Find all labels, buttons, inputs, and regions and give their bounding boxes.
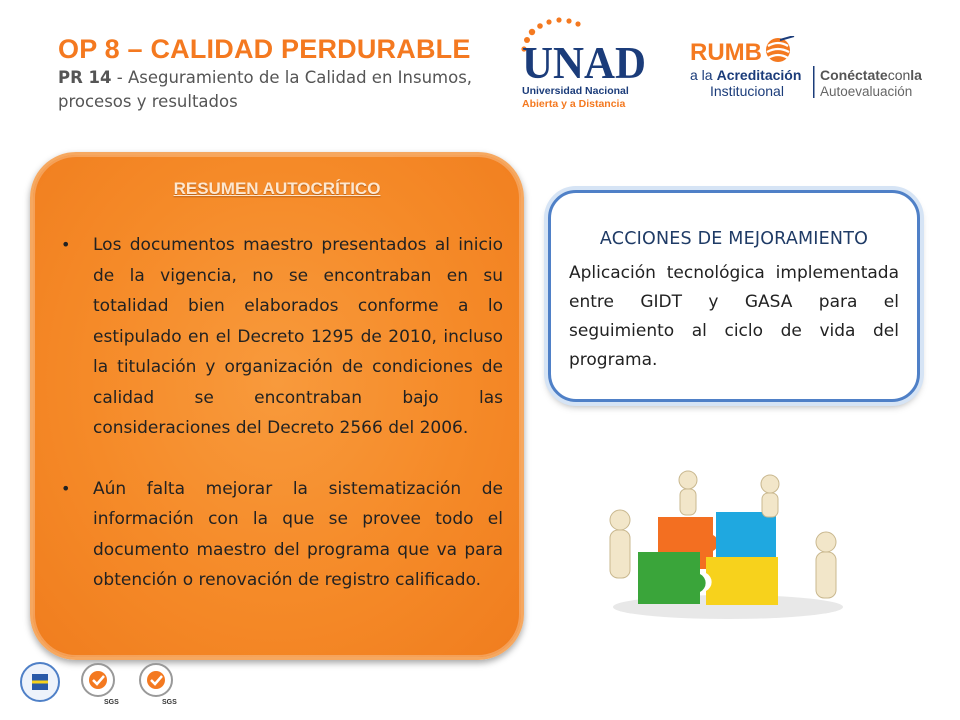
sgs-label: SGS [162, 699, 177, 706]
actions-body: Aplicación tecnológica implementada entre GIDT y GASA para el seguimiento al ciclo de vida del programa. [569, 263, 899, 370]
subtitle-code: PR 14 [58, 68, 112, 87]
rumbo-divider [813, 66, 815, 98]
slide-title: OP 8 – CALIDAD PERDURABLE [58, 34, 471, 64]
rumbo-right1: Conéctateconla [820, 67, 922, 83]
sgs-cert-icon [82, 664, 119, 706]
footer-certification-logos [18, 660, 178, 706]
slide-header [58, 32, 478, 114]
summary-item: • Aún falta mejorar la sistematización de información con la que se provee todo el documento maestro del programa que va para obtención o renovación de registro calificado. [93, 474, 503, 596]
sgs-cert-icon [140, 664, 177, 706]
globe-icon [766, 36, 794, 62]
puzzle-team-illustration [598, 462, 858, 622]
rumbo-mark: RUMB [690, 39, 762, 66]
rumbo-line2: Institucional [710, 83, 784, 99]
summary-heading: RESUMEN AUTOCRÍTICO [173, 179, 381, 198]
rumbo-right2: Autoevaluación [820, 84, 913, 99]
unad-line2: Abierta y a Distancia [522, 98, 626, 110]
summary-item: • Los documentos maestro presentados al inicio de la vigencia, no se encontraban en su totalidad bien elaborados conforme a lo estipulado en el Decreto 1295 de 2010, incluso la titulación y organización de condiciones de calidad se encontraban bajo las consideraciones del Decreto 2566 del 2006. [93, 230, 503, 444]
summary-list [93, 230, 503, 626]
actions-card [548, 190, 920, 402]
summary-card [30, 152, 524, 660]
puzzle-piece-green [638, 552, 706, 604]
actions-heading: ACCIONES DE MEJORAMIENTO [599, 229, 869, 249]
rumbo-logo [690, 36, 930, 100]
unad-mark: UNAD [522, 37, 646, 88]
unad-line1: Universidad Nacional [522, 85, 629, 97]
subtitle-text: - Aseguramiento de la Calidad en Insumos, procesos y resultados [58, 68, 473, 111]
puzzle-piece-yellow [706, 557, 778, 605]
rumbo-line1: a la Acreditación [690, 67, 802, 83]
colombia-seal-icon [21, 663, 59, 701]
sgs-label: SGS [104, 699, 119, 706]
unad-logo [518, 16, 650, 116]
slide-subtitle [58, 66, 478, 114]
